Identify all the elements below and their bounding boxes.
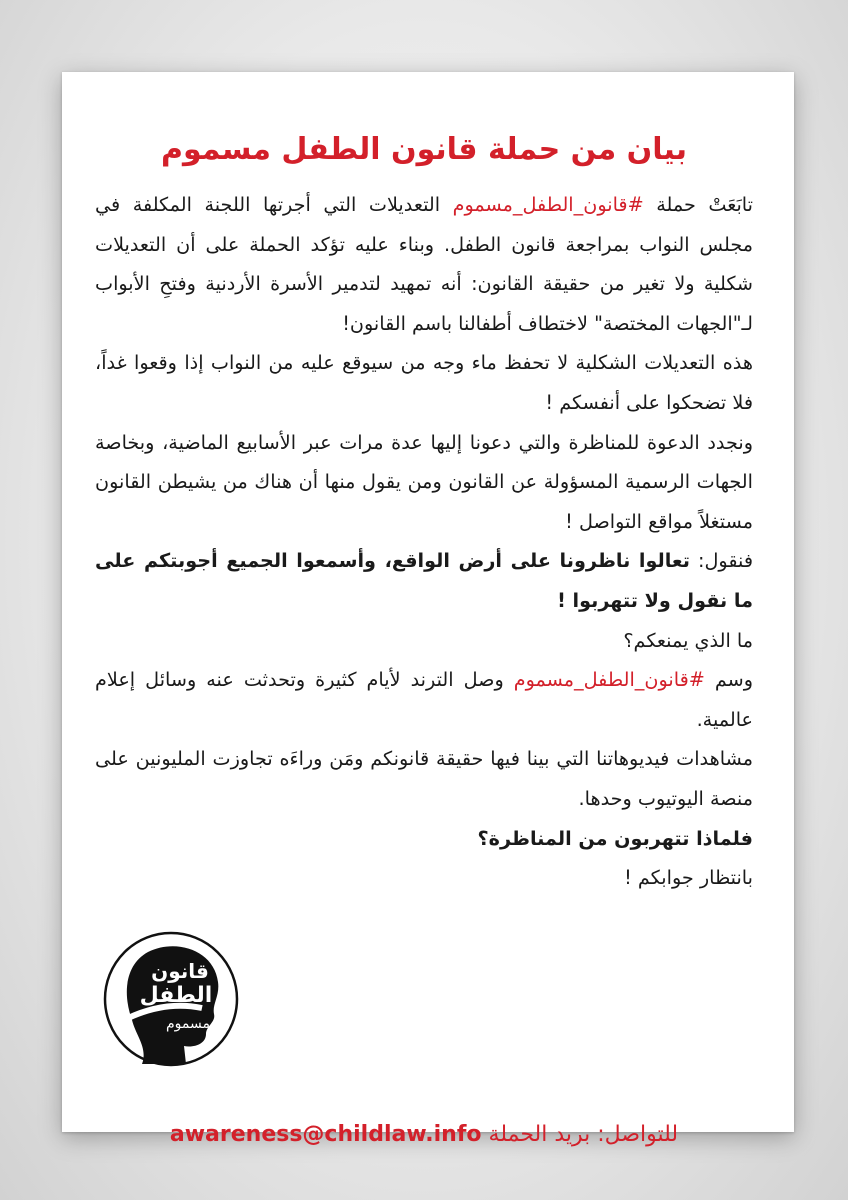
paragraph-1: [95, 185, 753, 343]
contact-line: [0, 1122, 848, 1147]
contact-email[interactable]: awareness@childlaw.info: [169, 1122, 482, 1147]
statement-body: [95, 185, 753, 898]
campaign-logo: [102, 930, 240, 1068]
paragraph-9: بانتظار جوابكم !: [624, 866, 753, 890]
paragraph-2: هذه التعديلات الشكلية لا تحفظ ماء وجه من سيوقع عليه من النواب إذا وقعوا غداً، فلا تضحكوا على أنفسكم !: [95, 351, 753, 414]
contact-label: للتواصل: بريد الحملة: [488, 1122, 679, 1147]
paragraph-6-end: وصل الترند لأيام كثيرة وتحدثت عنه وسائل إعلام عالمية.: [95, 668, 753, 731]
hashtag[interactable]: #قانون_الطفل_مسموم: [452, 193, 644, 216]
paragraph-4-prefix: فنقول:: [689, 549, 753, 573]
paragraph-6: [95, 660, 753, 739]
hashtag-2[interactable]: #قانون_الطفل_مسموم: [513, 668, 705, 692]
paragraph-5: ما الذي يمنعكم؟: [623, 628, 753, 652]
logo-line-3: مسموم: [166, 1016, 210, 1032]
paragraph-7: مشاهدات فيديوهاتنا التي بينا فيها حقيقة قانونكم ومَن وراءَه تجاوزت المليونين على منصة اليوتيوب وحدها.: [95, 747, 753, 810]
paragraph-6-start: وسم: [704, 668, 753, 692]
document-title: بيان من حملة قانون الطفل مسموم: [160, 132, 688, 167]
paragraph-1-end: التعديلات التي أجرتها اللجنة المكلفة في مجلس النواب بمراجعة قانون الطفل. وبناء عليه تؤكد الحملة على أن التعديلات شكلية ولا تغير من حقيقة القانون: أنه تمهيد لتدمير الأسرة الأردنية وفتحِ الأبواب لـ"الجهات المختصة" لاختطاف أطفالنا باسم القانون!: [95, 193, 753, 335]
logo-line-2: الطفل: [139, 983, 213, 1008]
paragraph-4: [95, 541, 753, 620]
logo-line-1: قانون: [151, 959, 209, 983]
paragraph-4-bold: تعالوا ناظرونا على أرض الواقع، وأسمعوا الجميع أجوبتكم على ما نقول ولا تتهربوا !: [95, 549, 753, 612]
paragraph-3: ونجدد الدعوة للمناظرة والتي دعونا إليها عدة مرات عبر الأسابيع الماضية، وبخاصة الجهات الرسمية المسؤولة عن القانون ومن يقول منها أن هناك من يشيطن القانون مستغلاً مواقع التواصل !: [95, 430, 753, 533]
paragraph-1-start: تابَعَتْ حملة: [643, 193, 753, 216]
paragraph-8: فلماذا تتهربون من المناظرة؟: [477, 826, 753, 850]
